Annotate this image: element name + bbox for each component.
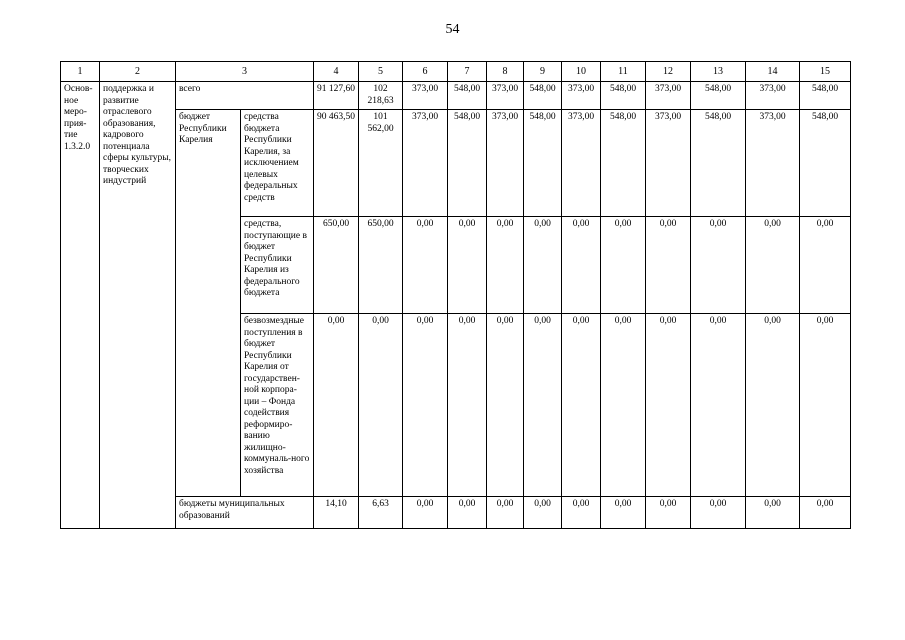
- value-cell: 0,00: [646, 497, 691, 529]
- value-cell: 0,00: [601, 314, 646, 497]
- value-cell: 0,00: [601, 217, 646, 314]
- header-cell: 14: [746, 62, 800, 82]
- funding-source: средства бюджета Республики Карелия, за исключением целевых федеральных средств: [241, 110, 314, 217]
- value-cell: 14,10: [314, 497, 359, 529]
- value-cell: 548,00: [601, 82, 646, 110]
- value-cell: 0,00: [448, 497, 487, 529]
- activity-description: поддержка и развитие отраслевого образования, кадрового потенциала сферы культуры, творческих индустрий: [100, 82, 176, 529]
- value-cell: 0,00: [524, 217, 562, 314]
- value-cell: 0,00: [800, 314, 851, 497]
- value-cell: 0,00: [448, 314, 487, 497]
- value-cell: 373,00: [646, 110, 691, 217]
- value-cell: 548,00: [524, 110, 562, 217]
- value-cell: 0,00: [746, 314, 800, 497]
- value-cell: 0,00: [746, 217, 800, 314]
- value-cell: 650,00: [359, 217, 403, 314]
- funding-source: всего: [176, 82, 314, 110]
- value-cell: 0,00: [691, 314, 746, 497]
- value-cell: 0,00: [487, 314, 524, 497]
- header-cell: 8: [487, 62, 524, 82]
- header-cell: 5: [359, 62, 403, 82]
- value-cell: 0,00: [448, 217, 487, 314]
- value-cell: 548,00: [448, 82, 487, 110]
- value-cell: 0,00: [403, 497, 448, 529]
- value-cell: 0,00: [359, 314, 403, 497]
- value-cell: 0,00: [800, 497, 851, 529]
- value-cell: 0,00: [487, 497, 524, 529]
- header-cell: 13: [691, 62, 746, 82]
- header-cell: 15: [800, 62, 851, 82]
- value-cell: 0,00: [800, 217, 851, 314]
- header-row: [61, 62, 851, 82]
- header-cell: 11: [601, 62, 646, 82]
- value-cell: 0,00: [691, 497, 746, 529]
- value-cell: 373,00: [403, 82, 448, 110]
- header-cell: 9: [524, 62, 562, 82]
- value-cell: 0,00: [562, 217, 601, 314]
- value-cell: 0,00: [562, 497, 601, 529]
- value-cell: 90 463,50: [314, 110, 359, 217]
- value-cell: 0,00: [746, 497, 800, 529]
- value-cell: 0,00: [601, 497, 646, 529]
- value-cell: 373,00: [746, 110, 800, 217]
- value-cell: 101 562,00: [359, 110, 403, 217]
- value-cell: 548,00: [691, 82, 746, 110]
- header-cell: 12: [646, 62, 691, 82]
- funding-source: бюджеты муниципальных образований: [176, 497, 314, 529]
- value-cell: 0,00: [646, 314, 691, 497]
- value-cell: 0,00: [314, 314, 359, 497]
- value-cell: 373,00: [562, 82, 601, 110]
- funding-source: безвозмездные поступления в бюджет Республики Карелия от государствен-ной корпора-ции – Фонда содействия реформиро-ванию жилищно-коммуналь-ного хозяйства: [241, 314, 314, 497]
- header-cell: 2: [100, 62, 176, 82]
- header-cell: 10: [562, 62, 601, 82]
- value-cell: 0,00: [487, 217, 524, 314]
- header-cell: 6: [403, 62, 448, 82]
- value-cell: 548,00: [800, 110, 851, 217]
- value-cell: 373,00: [403, 110, 448, 217]
- budget-table: [60, 61, 851, 529]
- header-cell: 4: [314, 62, 359, 82]
- activity-code: Основ-ное меро-прия-тие 1.3.2.0: [61, 82, 100, 529]
- value-cell: 373,00: [746, 82, 800, 110]
- value-cell: 373,00: [562, 110, 601, 217]
- value-cell: 548,00: [524, 82, 562, 110]
- table-row: [61, 82, 851, 110]
- funding-source: средства, поступающие в бюджет Республики Карелия из федерального бюджета: [241, 217, 314, 314]
- header-cell: 3: [176, 62, 314, 82]
- budget-name: бюджет Республики Карелия: [176, 110, 241, 497]
- value-cell: 0,00: [646, 217, 691, 314]
- value-cell: 373,00: [487, 82, 524, 110]
- header-cell: 1: [61, 62, 100, 82]
- value-cell: 548,00: [800, 82, 851, 110]
- value-cell: 373,00: [487, 110, 524, 217]
- value-cell: 650,00: [314, 217, 359, 314]
- value-cell: 373,00: [646, 82, 691, 110]
- value-cell: 0,00: [691, 217, 746, 314]
- value-cell: 0,00: [403, 217, 448, 314]
- table-row: [61, 497, 851, 529]
- value-cell: 0,00: [524, 314, 562, 497]
- value-cell: 0,00: [524, 497, 562, 529]
- value-cell: 0,00: [562, 314, 601, 497]
- value-cell: 548,00: [448, 110, 487, 217]
- header-cell: 7: [448, 62, 487, 82]
- value-cell: 91 127,60: [314, 82, 359, 110]
- value-cell: 0,00: [403, 314, 448, 497]
- table-row: [61, 110, 851, 217]
- value-cell: 548,00: [691, 110, 746, 217]
- value-cell: 102 218,63: [359, 82, 403, 110]
- value-cell: 548,00: [601, 110, 646, 217]
- value-cell: 6,63: [359, 497, 403, 529]
- page-number: 54: [445, 22, 460, 37]
